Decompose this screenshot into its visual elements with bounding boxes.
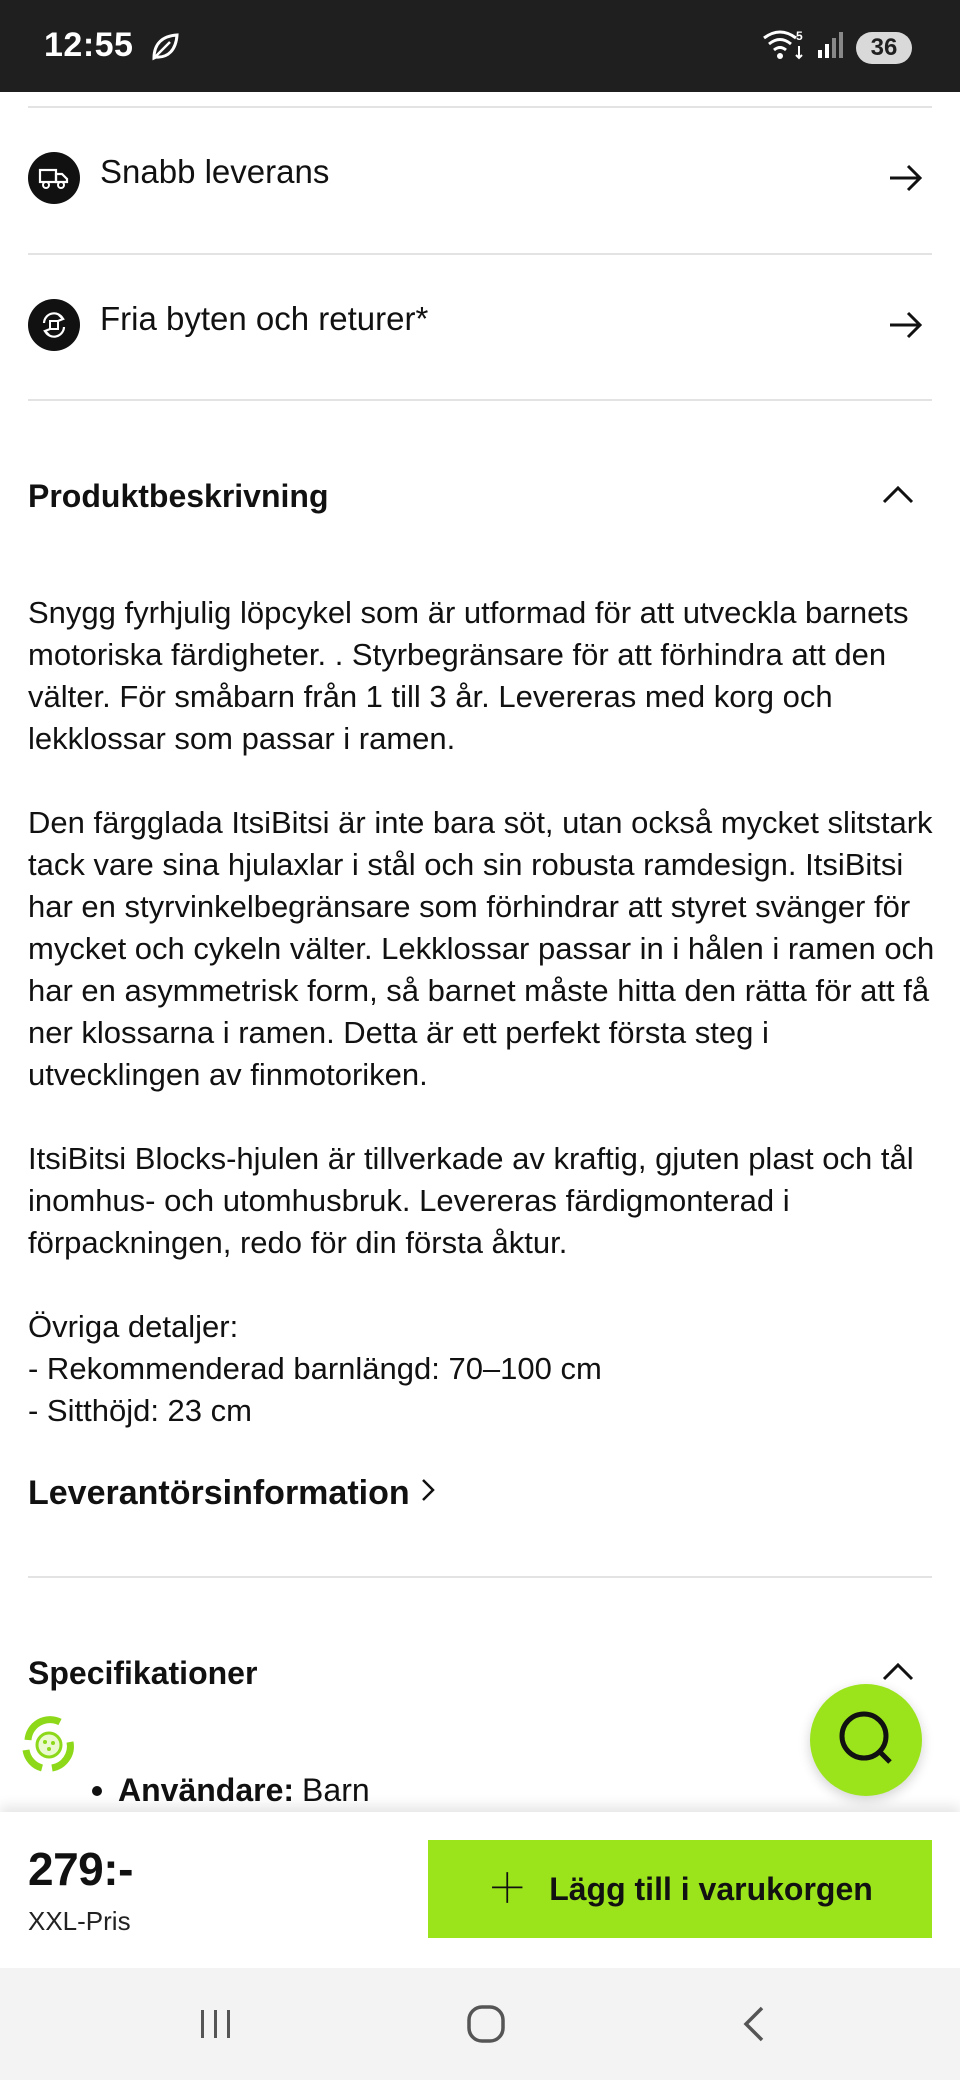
add-to-cart-button[interactable]	[428, 1840, 932, 1938]
chat-button[interactable]	[810, 1684, 922, 1796]
detail-line: - Rekommenderad barnlängd: 70–100 cm	[28, 1351, 602, 1386]
status-icons	[762, 28, 912, 67]
system-nav-bar	[0, 1968, 960, 2080]
price: 279:-	[28, 1843, 133, 1895]
spec-item	[92, 1772, 370, 1809]
supplier-info-link[interactable]	[28, 1474, 438, 1513]
svg-text:5: 5	[796, 29, 803, 43]
chevron-up-icon	[880, 1659, 916, 1688]
fast-delivery-row[interactable]	[28, 108, 932, 248]
supplier-link-label: Leverantörsinformation	[28, 1474, 410, 1512]
description-body	[28, 592, 938, 1432]
leaf-icon	[150, 32, 180, 67]
battery-indicator: 36	[856, 32, 912, 64]
chevron-right-icon	[418, 1474, 438, 1513]
truck-icon	[28, 152, 80, 204]
arrow-right-icon	[886, 305, 926, 345]
row-label: Snabb leverans	[100, 153, 330, 190]
status-bar	[0, 0, 960, 92]
bullet	[92, 1786, 102, 1796]
spec-key: Användare:	[118, 1772, 295, 1808]
recent-apps-button[interactable]	[186, 1994, 246, 2054]
detail-line: - Sitthöjd: 23 cm	[28, 1393, 252, 1428]
add-to-cart-label: Lägg till i varukorgen	[549, 1870, 873, 1907]
description-paragraph: Snygg fyrhjulig löpcykel som är utformad för att utveckla barnets motoriska färdigheter. . Styrbegränsare för att förhindra att den välter. För småbarn från 1 till 3 år. Levereras med korg och lekklossar som passar i ramen.	[28, 595, 909, 756]
description-accordion-header[interactable]	[28, 470, 932, 522]
free-returns-row[interactable]	[28, 255, 932, 395]
description-paragraph: ItsiBitsi Blocks-hjulen är tillverkade av kraftig, gjuten plast och tål inomhus- och utomhusbruk. Levereras färdigmonterad i förpackningen, redo för din första åktur.	[28, 1141, 914, 1260]
buy-bar	[0, 1812, 960, 1968]
status-time: 12:55	[44, 26, 134, 64]
signal-icon	[816, 30, 846, 65]
wifi-icon	[762, 28, 806, 67]
plus-icon: ＋	[487, 1867, 528, 1911]
specifications-accordion-header[interactable]	[28, 1648, 932, 1698]
arrow-right-icon	[886, 158, 926, 198]
spec-value: Barn	[302, 1772, 370, 1808]
back-button[interactable]	[726, 1994, 786, 2054]
home-button[interactable]	[456, 1994, 516, 2054]
chat-icon	[834, 1706, 898, 1775]
details-heading: Övriga detaljer:	[28, 1309, 239, 1344]
row-label: Fria byten och returer*	[100, 300, 429, 337]
return-icon	[28, 299, 80, 351]
price-label: XXL-Pris	[28, 1906, 131, 1936]
chevron-up-icon	[880, 482, 916, 511]
divider	[28, 1576, 932, 1578]
divider	[28, 399, 932, 401]
description-title: Produktbeskrivning	[28, 477, 329, 514]
description-paragraph: Den färgglada ItsiBitsi är inte bara söt, utan också mycket slitstark tack vare sina hjulaxlar i stål och sin robusta ramdesign. ItsiBitsi har en styrvinkelbegränsare som förhindrar att styret svänger för mycket och cykeln välter. Lekklossar passar in i hålen i ramen och har en asymmetrisk form, så barnet måste hitta den rätta för att få ner klossarna i ramen. Detta är ett perfekt första steg i utvecklingen av finmotoriken.	[28, 805, 935, 1092]
specifications-title: Specifikationer	[28, 1654, 258, 1691]
eco-badge-icon[interactable]	[16, 1712, 82, 1778]
